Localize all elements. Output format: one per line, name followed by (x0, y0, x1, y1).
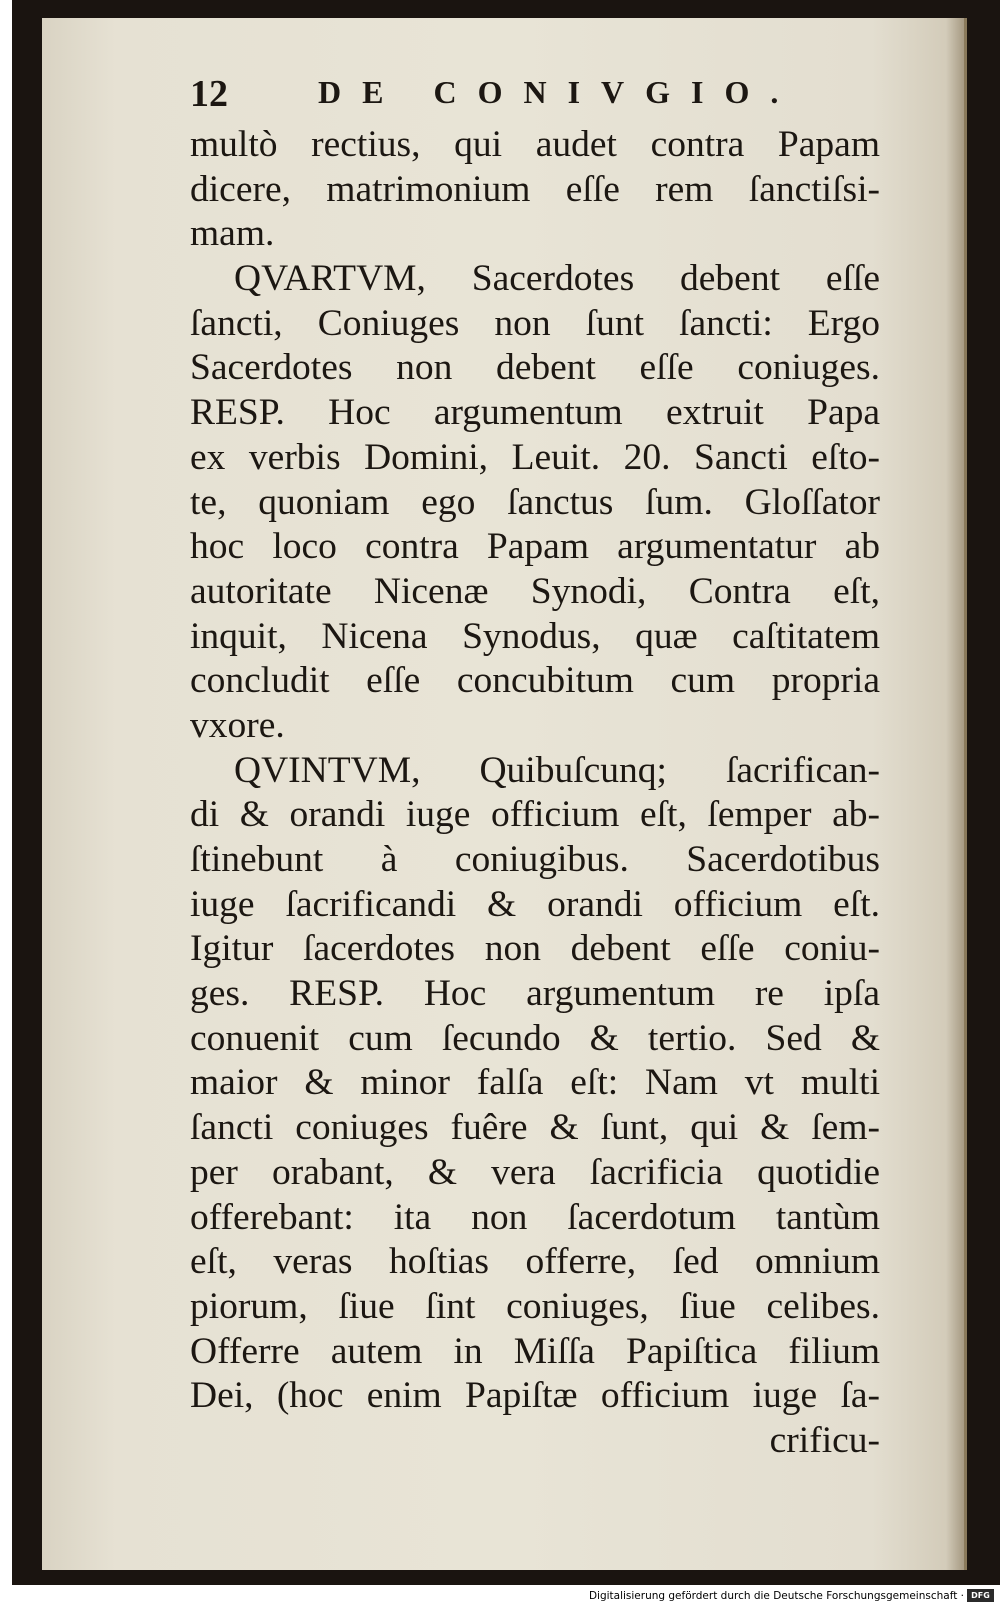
text-line: autoritate Nicenæ Synodi, Contra eſt, (190, 570, 880, 612)
text-line: dicere, matrimonium eſſe rem ſanctiſsi- (190, 168, 880, 210)
text-line: Igitur ſacerdotes non debent eſſe coniu- (190, 928, 880, 970)
text-line: piorum, ſiue ſint coniuges, ſiue celibes. (190, 1285, 880, 1327)
text-line: QVINTVM, Quibuſcunq; ſacrifican- (234, 749, 880, 791)
text-line: te, quoniam ego ſanctus ſum. Gloſſator (190, 481, 880, 523)
text-line: ſtinebunt à coniugibus. Sacerdotibus (190, 839, 880, 880)
text-line: eſt, veras hoſtias offerre, ſed omnium (190, 1241, 880, 1283)
text-line: per orabant, & vera ſacrificia quotidie (190, 1151, 880, 1193)
text-line: vxore. (190, 704, 285, 746)
running-head (190, 72, 890, 116)
catchword: crificu- (769, 1419, 880, 1461)
text-line: ſancti coniuges fuêre & ſunt, qui & ſem- (190, 1107, 880, 1149)
text-line: Dei, (hoc enim Papiſtæ officium iuge ſa- (190, 1375, 880, 1417)
text-line: maior & minor falſa eſt: Nam vt multi (190, 1062, 880, 1104)
body-text (190, 123, 880, 1464)
text-line: mam. (190, 213, 275, 255)
text-line: inquit, Nicena Synodus, quæ caſtitatem (190, 615, 880, 657)
funding-credit: Digitalisierung gefördert durch die Deutsche Forschungsgemeinschaft · (588, 1590, 964, 1602)
text-line: iuge ſacrificandi & orandi officium eſt. (190, 883, 880, 925)
text-line: QVARTVM, Sacerdotes debent eſſe (234, 258, 880, 300)
dfg-logo: DFG (967, 1589, 994, 1602)
text-line: RESP. Hoc argumentum extruit Papa (190, 392, 880, 434)
page-number: 12 (190, 73, 228, 115)
text-line: conuenit cum ſecundo & tertio. Sed & (190, 1017, 880, 1059)
running-title: DE CONIVGIO. (318, 74, 800, 110)
text-line: di & orandi iuge officium eſt, ſemper ab- (190, 794, 880, 836)
text-line: offerebant: ita non ſacerdotum tantùm (190, 1196, 880, 1238)
text-line: multò rectius, qui audet contra Papam (190, 124, 880, 165)
text-line: Offerre autem in Miſſa Papiſtica filium (190, 1330, 880, 1372)
text-line: Sacerdotes non debent eſſe coniuges. (190, 347, 880, 389)
text-line: hoc loco contra Papam argumentatur ab (190, 526, 880, 568)
text-line: ges. RESP. Hoc argumentum re ipſa (190, 973, 880, 1015)
text-line: concludit eſſe concubitum cum propria (190, 660, 880, 702)
text-line: ſancti, Coniuges non ſunt ſancti: Ergo (190, 302, 880, 344)
text-line: ex verbis Domini, Leuit. 20. Sancti eſto- (190, 436, 880, 478)
